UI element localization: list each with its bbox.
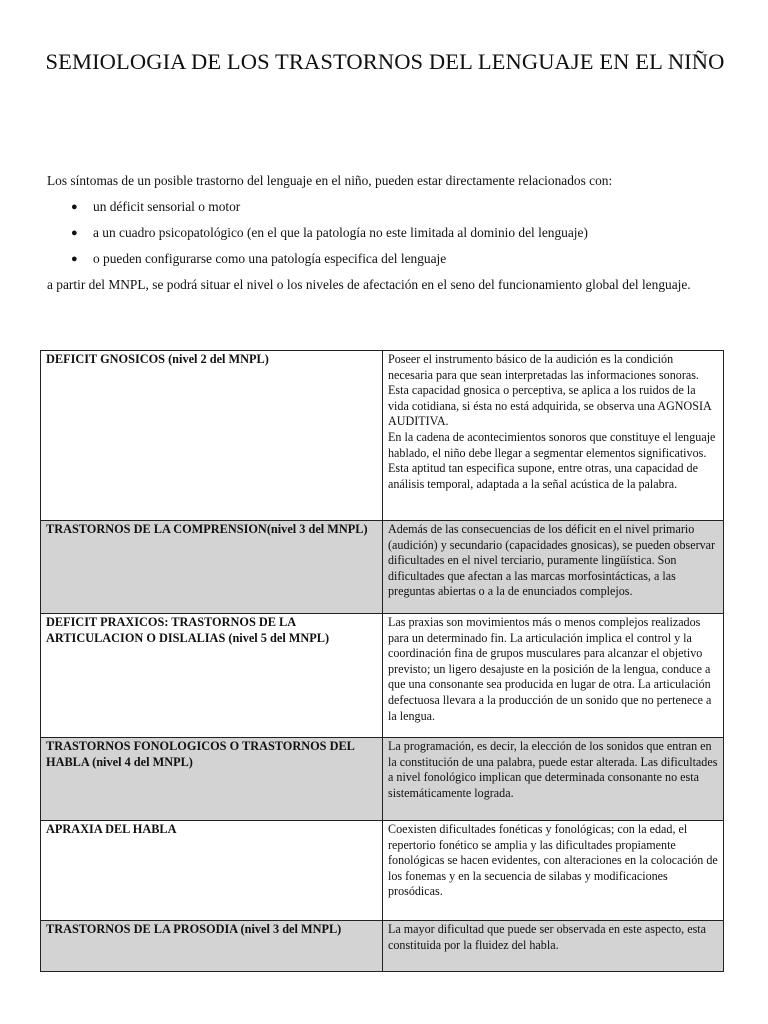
list-item bbox=[47, 194, 727, 220]
bullet-icon: ● bbox=[71, 227, 78, 239]
list-item-text: un déficit sensorial o motor bbox=[93, 199, 241, 214]
row-description: Las praxias son movimientos más o menos complejos realizados para un determinado fin. La articulación implica el control y la coordinación fina de grupos musculares para alcanzar el objetivo previsto; un ligero desajuste en la posición de la lengua, conduce a que una consonante sea producida en lugar de otra. La articulación defectuosa llevara a la producción de un sonido que no pertenece a la lengua. bbox=[383, 614, 724, 738]
table-row bbox=[41, 351, 724, 521]
list-item-text: o pueden configurarse como una patología especifica del lenguaje bbox=[93, 251, 447, 266]
row-term: DEFICIT GNOSICOS (nivel 2 del MNPL) bbox=[41, 351, 383, 521]
row-description: La programación, es decir, la elección de los sonidos que entran en la constitución de una palabra, puede estar alterada. Las dificultades a nivel fonológico implican que determinada consonante no esta sistemáticamente lograda. bbox=[383, 738, 724, 821]
row-term: TRASTORNOS DE LA COMPRENSION(nivel 3 del MNPL) bbox=[41, 521, 383, 614]
bullet-icon: ● bbox=[71, 201, 78, 213]
row-term: APRAXIA DEL HABLA bbox=[41, 821, 383, 921]
semiology-table bbox=[40, 350, 724, 972]
row-term: TRASTORNOS FONOLOGICOS O TRASTORNOS DEL HABLA (nivel 4 del MNPL) bbox=[41, 738, 383, 821]
intro-section bbox=[47, 168, 727, 298]
intro-paragraph: Los síntomas de un posible trastorno del lenguaje en el niño, pueden estar directamente relacionados con: bbox=[47, 173, 613, 188]
row-description: Coexisten dificultades fonéticas y fonológicas; con la edad, el repertorio fonético se amplia y las dificultades propiamente fonológicas se hacen evidentes, con alteraciones en la colocación de los fonemas y en la secuencia de silabas y modificaciones prosódicas. bbox=[383, 821, 724, 921]
bullet-icon: ● bbox=[71, 253, 78, 265]
row-description: La mayor dificultad que puede ser observada en este aspecto, esta constituida por la fluidez del habla. bbox=[383, 921, 724, 972]
row-description: Además de las consecuencias de los déficit en el nivel primario (audición) y secundario (capacidades gnosicas), se pueden observar dificultades en el nivel terciario, puramente lingüística. Son dificultades que afectan a las marcas morfosintácticas, a las preguntas abiertas o a la de enunciados complejos. bbox=[383, 521, 724, 614]
symptom-list bbox=[47, 194, 727, 272]
table-row bbox=[41, 614, 724, 738]
table-row bbox=[41, 821, 724, 921]
list-item bbox=[47, 246, 727, 272]
row-description-part: En la cadena de acontecimientos sonoros que constituye el lenguaje hablado, el niño debe llegar a segmentar elementos significativos. Esta aptitud tan especifica supone, entre otras, una capacidad de análisis temporal, adaptada a la señal acústica de la palabra. bbox=[388, 429, 716, 491]
row-term: DEFICIT PRAXICOS: TRASTORNOS DE LA ARTICULACION O DISLALIAS (nivel 5 del MNPL) bbox=[41, 614, 383, 738]
row-description bbox=[383, 351, 724, 521]
list-item-text: a un cuadro psicopatológico (en el que la patología no este limitada al dominio del lenguaje) bbox=[93, 225, 588, 240]
row-term: TRASTORNOS DE LA PROSODIA (nivel 3 del MNPL) bbox=[41, 921, 383, 972]
table-row bbox=[41, 521, 724, 614]
table-row bbox=[41, 921, 724, 972]
row-description-part: Poseer el instrumento básico de la audición es la condición necesaria para que sean interpretadas las informaciones sonoras. Esta capacidad gnosica o perceptiva, se aplica a los ruidos de la vida cotidiana, si ésta no está adquirida, se observa una AGNOSIA AUDITIVA. bbox=[388, 352, 712, 429]
list-item bbox=[47, 220, 727, 246]
page-title: SEMIOLOGIA DE LOS TRASTORNOS DEL LENGUAJE EN EL NIÑO bbox=[45, 49, 725, 74]
table-row bbox=[41, 738, 724, 821]
closing-paragraph: a partir del MNPL, se podrá situar el nivel o los niveles de afectación en el seno del funcionamiento global del lenguaje. bbox=[47, 277, 691, 292]
